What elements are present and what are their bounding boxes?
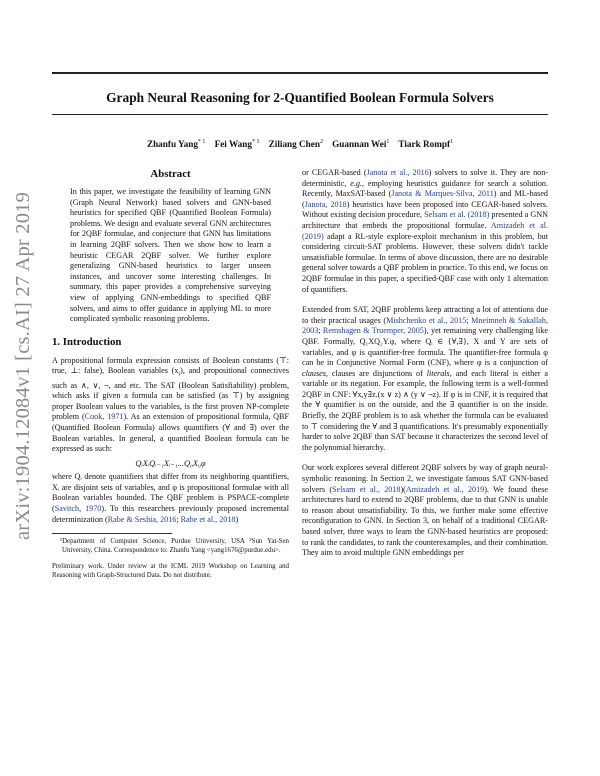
arxiv-identifier-stamp: arXiv:1904.12084v1 [cs.AI] 27 Apr 2019 (12, 191, 34, 540)
citation-link[interactable]: Remshagen & Truemper, 2005 (322, 326, 424, 336)
citation-link[interactable]: Selsam et al., 2018 (332, 484, 401, 494)
author-list (52, 136, 548, 150)
abstract-heading: Abstract (150, 168, 191, 180)
author-name: Guannan Wei (332, 139, 387, 150)
right-paragraph-3: Our work explores several different 2QBF solvers by way of graph neural-symbolic reasoning. In Section 2, we investigate famous SAT GNN-based solvers (Selsam et al., 2018)(Amizadeh et al., 2019). We found these architectures hard to extend to 2QBF problems, due to that GNN is unable to reason about unsatisfiability. To this, we further make some effective reconfiguration to GNN. In Section 3, on behalf of a traditional CEGAR-based solver, three ways to learn the GNN-based heuristics are proposed: to rank the candidates, to rank the counterexamples, and their combination. They aim to avoid multiple GNN embeddings per (302, 463, 548, 558)
author-affiliation-mark: * 1 (197, 139, 206, 145)
author-affiliation-mark: 1 (386, 139, 390, 145)
citation-link[interactable]: Cook, 1971 (84, 412, 124, 422)
right-column (302, 168, 548, 559)
section-introduction-heading: 1. Introduction (52, 335, 122, 348)
citation-link[interactable]: Savitch, 1970 (54, 504, 102, 514)
author-name: Fei Wang (214, 139, 252, 150)
footnote-rule (52, 533, 172, 534)
author-name: Ziliang Chen (268, 139, 320, 150)
right-paragraph-1: or CEGAR-based (Janota et al., 2016) solvers to solve it. They are non-deterministic, e.g., employing heuristics guidance for search a solution. Recently, MaxSAT-based (Janota & Marques-Silva, 2011) and ML-based (Janota, 2018) heuristics have been proposed into CEGAR-based solvers. Without existing decision procedure, Selsam et al. (2018) presented a GNN architecture that embeds the propositional formulae. Amizadeh et al. (2019) adapt a RL-style explore-exploit mechanism in this problem, but considering circuit-SAT problems. However, these solvers didn't tackle unsatisfiable formulae. In terms of above discussion, there are no desirable general solver towards a QBF problem in practice. To this end, we focus on 2QBF formulae in this paper, a specified-QBF case with only 1 alternation of quantifiers. (302, 168, 548, 294)
author-affiliation-mark: 2 (319, 139, 323, 145)
citation-link[interactable]: Janota et al., 2016 (366, 168, 429, 177)
title-top-rule (52, 72, 548, 74)
citation-link[interactable]: Selsam et al. (2018) (424, 210, 490, 220)
paper-title: Graph Neural Reasoning for 2-Quantified Boolean Formula Solvers (106, 90, 494, 105)
affiliation-footnote: ¹Department of Computer Science, Purdue University, USA ²Sun Yat-Sen University, China. Correspondence to: Zhanfu Yang <yang1676@purdue.edu>. (60, 538, 289, 554)
intro-paragraph-1: A propositional formula expression consists of Boolean constants (⊤: true, ⊥: false), Boolean variables $(x_i)$, and propositional connectives such as ∧, ∨, ¬, and etc. The SAT (Boolean Satisfiability) problem, which asks if given a formula can be satisfied (as ⊤) by assigning proper Boolean values to the variables, is the first proven NP-complete problem (Cook, 1971). As an extension of propositional formula, QBF (Quantified Boolean Formula) allows quantifiers (∀ and ∃) over the Boolean variables. In general, a quantified Boolean formula can be expressed as such: (52, 355, 290, 454)
qbf-general-formula: QᵢXᵢQᵢ₋₁Xᵢ₋₁...Q₀X₀φ (135, 458, 206, 468)
citation-link[interactable]: Amizadeh et al., 2019 (405, 484, 485, 494)
right-paragraph-2: Extended from SAT, 2QBF problems keep attracting a lot of attentions due to their practical usages (Mishchenko et al., 2015; Mneimneh & Sakallah, 2003; Remshagen & Truemper, 2005), yet remaining very challenging like QBF. Formally, Q₁XQ₂Y.φ, where Qᵢ ∈ {∀,∃}, X and Y are sets of variables, and φ is quantifier-free formula. The quantifier-free formula φ can be in Conjunctive Normal Form (CNF), where φ is a conjunction of clauses, clauses are disjunctions of literals, and each literal is either a variable or its negation. For example, the following term is a well-formed 2QBF in CNF: ∀x,y∃z.(x ∨ z) ∧ (y ∨ ¬z). If φ is in CNF, it is required that the ∀ quantifier is on the outside, and the ∃ quantifier is on the inside. Briefly, the 2QBF problem is to ask whether the formula can be evaluated to ⊤ considering the ∀ and ∃ quantifications. It's presumably exponentially harder to solve 2QBF than SAT because it characterizes the second level of the polynomial hierarchy. (302, 305, 548, 452)
author-name: Tiark Rompf (398, 139, 451, 150)
author-affiliation-mark: 1 (450, 139, 454, 145)
citation-link[interactable]: Mneimneh & Sakallah, 2003 (302, 315, 548, 336)
abstract-text: In this paper, we investigate the feasibility of learning GNN (Graph Neural Network) based solvers and GNN-based heuristics for specified QBF (Quantified Boolean Formula) problems. We design and evaluate several GNN architectures for 2QBF formulae, and conjecture that GNN has limitations in learning 2QBF solvers. Then we show how to learn a heuristic CEGAR 2QBF solver. We further explore generalizing GNN-based heuristics to larger unseen instances, and uncover some interesting challenges. In summary, this paper provides a comprehensive surveying view of applying GNN-embeddings to specified QBF solvers, and aims to offer guidance in applying ML to more complicated symbolic reasoning problems. (70, 187, 271, 324)
intro-paragraph-2: where Qᵢ denote quantifiers that differ from its neighboring quantifiers, Xᵢ are disjoint sets of variables, and φ is propositional formulae with all Boolean variables bounded. The QBF problem is PSPACE-complete (Savitch, 1970). To this researchers previously proposed incremental determinization (Rabe & Seshia, 2016; Rabe et al., 2018) (52, 472, 289, 524)
citation-link[interactable]: Rabe & Seshia, 2016 (107, 514, 177, 524)
author-affiliation-mark: * 1 (251, 139, 260, 145)
citation-link[interactable]: Mishchenko et al., 2015 (386, 315, 467, 325)
author-name: Zhanfu Yang (146, 139, 198, 150)
citation-link[interactable]: Janota & Marques-Silva, 2011 (391, 189, 494, 199)
title-bottom-rule (52, 114, 548, 115)
citation-link[interactable]: Amizadeh et al. (2019) (302, 220, 548, 241)
citation-link[interactable]: Rabe et al., 2018 (180, 514, 236, 524)
preliminary-work-note: Preliminary work. Under review at the ICML 2019 Workshop on Learning and Reasoning with Graph-Structured Data. Do not distribute. (52, 563, 289, 580)
citation-link[interactable]: Janota, 2018 (304, 199, 347, 209)
left-column (52, 168, 289, 581)
